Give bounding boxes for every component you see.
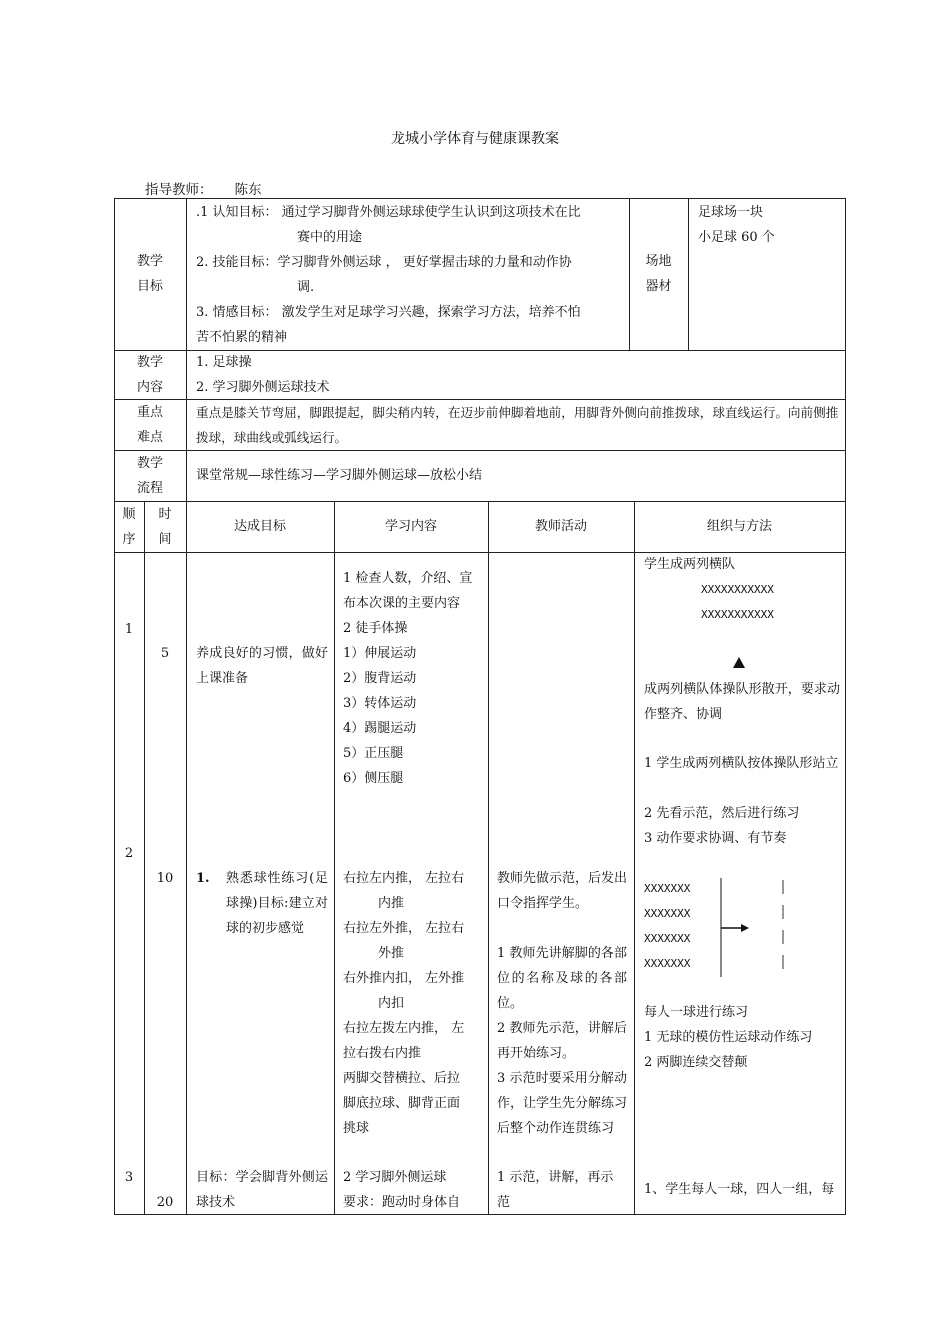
row3-goal: 目标：学会脚背外侧运球技术: [196, 1170, 328, 1210]
row3-time: 20: [156, 1195, 174, 1210]
flow-label-line: 流程: [136, 481, 163, 496]
method-text-7: 1 无球的模仿性运球动作练习: [644, 1030, 813, 1045]
col-divider: [688, 198, 689, 351]
content-line: 1 检查人数，介绍、宣: [343, 571, 473, 586]
venue-label-line: 场地: [645, 254, 672, 269]
formation-row: XXXXXXXXXXX: [701, 608, 774, 621]
objective-affective: [196, 300, 581, 350]
keypoints-label-line: 难点: [136, 430, 163, 445]
header-goal: 达成目标: [233, 519, 286, 534]
method-text-3: 1 学生成两列横队按体操队形站立: [644, 756, 839, 771]
content-line: 右拉左拨左内推， 左: [343, 1021, 465, 1036]
content-line: 1. 足球操: [196, 355, 252, 370]
method-text-2: 成两列横队体操队形散开，要求动作整齐、协调: [644, 682, 840, 722]
content-line: 4）踢腿运动: [343, 721, 417, 736]
row3-teacher: [497, 1165, 613, 1215]
content-text: [196, 350, 330, 400]
objective-text: .1 认知目标： 通过学习脚背外侧运球球使学生认识到这项技术在比: [196, 205, 581, 220]
instructor-line: [145, 178, 262, 198]
content-line: 2. 学习脚外侧运球技术: [196, 380, 330, 395]
keypoints-text: 重点是膝关节弯屈，脚跟提起，脚尖稍内转，在迈步前伸脚着地前，用脚背外侧向前推拨球，球直线运行。向前侧推拨球，球曲线或弧线运行。: [196, 405, 839, 445]
header-text: 时: [158, 507, 172, 522]
row2-goal: 熟悉球性练习(足球操)目标:建立对球的初步感觉: [226, 871, 328, 936]
header-method: 组织与方法: [706, 519, 772, 534]
venue-label: [629, 249, 688, 299]
venue-label-line: 器材: [645, 279, 672, 294]
venue-text: 足球场一块: [698, 205, 764, 220]
col-divider: [186, 198, 187, 502]
method-text-9: 1、学生每人一球，四人一组，每: [644, 1182, 835, 1197]
page-title: 龙城小学体育与健康课教案: [391, 131, 559, 147]
objectives-label: [114, 249, 186, 299]
arrow-head-icon: [741, 924, 749, 932]
drill-row: XXXXXXX: [644, 907, 691, 920]
row1-sequence: 1: [124, 622, 134, 637]
content-line: 2 徒手体操: [343, 621, 408, 636]
row-divider: [114, 501, 846, 502]
flow-label-line: 教学: [136, 456, 163, 471]
row-divider: [114, 552, 846, 553]
content-label-line: 内容: [136, 380, 163, 395]
col-divider: [144, 501, 145, 1215]
row2-teacher-a: 教师先做示范，后发出口令指挥学生。: [497, 871, 628, 911]
row2-teacher-b: 1 教师先讲解脚的各部位的名称及球的各部位。: [497, 946, 627, 1011]
drill-row: XXXXXXX: [644, 932, 691, 945]
method-text-6: 每人一球进行练习: [644, 1005, 749, 1020]
content-line: 脚底拉球、脚背正面: [343, 1096, 461, 1111]
content-line: 要求：跑动时身体自: [343, 1195, 461, 1210]
objective-text: 赛中的用途: [297, 230, 363, 245]
header-sequence: [114, 502, 144, 552]
teacher-line: 1 示范，讲解，再示: [497, 1170, 614, 1185]
row1-content: [343, 566, 472, 791]
content-line: 右拉左外推， 左拉右: [343, 921, 465, 936]
row2-time: 10: [156, 871, 174, 886]
objective-cognitive: [196, 200, 581, 250]
col-divider: [186, 501, 187, 1215]
keypoints-label: [114, 400, 186, 450]
content-line: 布本次课的主要内容: [343, 596, 461, 611]
content-line: 右拉左内推， 左拉右: [343, 871, 465, 886]
col-divider: [634, 501, 635, 1215]
method-formation: 学生成两列横队: [644, 557, 736, 572]
objective-text: 调.: [297, 280, 315, 295]
objectives-label-line: 目标: [136, 279, 163, 294]
content-line: 6）侧压腿: [343, 771, 404, 786]
flow-label: [114, 451, 186, 501]
drill-row: XXXXXXX: [644, 882, 691, 895]
header-text: 序: [122, 532, 136, 547]
row2-goal-number: 1.: [196, 871, 210, 886]
content-line: 1）伸展运动: [343, 646, 417, 661]
content-label-line: 教学: [136, 355, 163, 370]
method-text-8: 2 两脚连续交替颠: [644, 1055, 748, 1070]
row2-sequence: 2: [124, 846, 134, 861]
objective-text: 苦不怕累的精神: [196, 330, 288, 345]
row3-content: [343, 1165, 460, 1215]
content-line: 内推: [378, 896, 405, 911]
teacher-position-triangle-icon: [733, 657, 745, 668]
content-line: 外推: [378, 946, 405, 961]
row3-sequence: 3: [124, 1170, 134, 1185]
content-line: 2 学习脚外侧运球: [343, 1170, 447, 1185]
formation-row: XXXXXXXXXXX: [701, 583, 774, 596]
content-line: 两脚交替横拉、后拉: [343, 1071, 461, 1086]
venue-text: 小足球 60 个: [698, 230, 775, 245]
instructor-name: 陈东: [234, 182, 262, 198]
content-line: 挑球: [343, 1121, 370, 1136]
header-time: [144, 502, 186, 552]
drill-row: XXXXXXX: [644, 957, 691, 970]
row1-time: 5: [160, 646, 170, 661]
table-border-top: [114, 198, 846, 199]
drill-diagram: [700, 872, 800, 980]
venue-equipment: [698, 200, 775, 250]
header-text: 间: [158, 532, 172, 547]
header-text: 顺: [122, 507, 136, 522]
objectives-label-line: 教学: [136, 254, 163, 269]
content-line: 3）转体运动: [343, 696, 417, 711]
row2-content: [343, 866, 464, 1141]
row2-teacher-d: 3 示范时要采用分解动作，让学生先分解练习后整个动作连贯练习: [497, 1071, 628, 1136]
content-line: 5）正压腿: [343, 746, 404, 761]
content-line: 2）腹背运动: [343, 671, 417, 686]
flow-text: 课堂常规—球性练习—学习脚外侧运球—放松小结: [196, 468, 483, 483]
header-teacher: 教师活动: [534, 519, 587, 534]
col-divider: [334, 501, 335, 1215]
content-line: 右外推内扣， 左外推: [343, 971, 465, 986]
method-text-5: 3 动作要求协调、有节奏: [644, 831, 787, 846]
objective-text: 2. 技能目标：学习脚背外侧运球 ， 更好掌握击球的力量和动作协: [196, 255, 572, 270]
row-divider: [114, 450, 846, 451]
row2-teacher-c: 2 教师先示范，讲解后再开始练习。: [497, 1021, 627, 1061]
content-label: [114, 350, 186, 400]
content-line: 拉右拨右内推: [343, 1046, 422, 1061]
row1-goal: 养成良好的习惯，做好上课准备: [196, 646, 328, 686]
method-text-4: 2 先看示范，然后进行练习: [644, 806, 800, 821]
header-content: 学习内容: [384, 519, 437, 534]
objective-text: 3. 情感目标： 激发学生对足球学习兴趣，探索学习方法，培养不怕: [196, 305, 581, 320]
teacher-line: 范: [497, 1195, 511, 1210]
instructor-label: 指导教师：: [145, 182, 213, 198]
content-line: 内扣: [378, 996, 405, 1011]
col-divider: [488, 501, 489, 1215]
objective-skill: [196, 250, 572, 300]
keypoints-label-line: 重点: [136, 405, 163, 420]
